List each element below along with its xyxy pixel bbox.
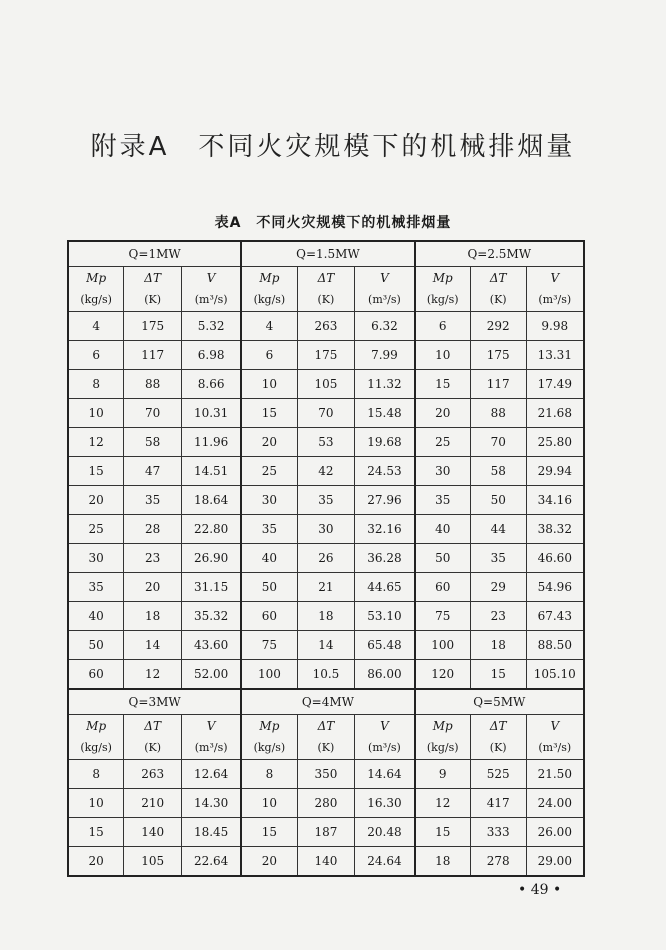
column-symbol: ΔT xyxy=(470,715,526,738)
table-cell: 8 xyxy=(241,760,297,789)
column-unit-row xyxy=(68,289,584,312)
heat-release-rate-label: Q=3MW xyxy=(68,689,241,715)
table-cell: 44.65 xyxy=(355,573,415,602)
table-cell: 6 xyxy=(415,312,471,341)
column-symbol: V xyxy=(526,715,584,738)
table-cell: 70 xyxy=(297,399,355,428)
column-symbol: ΔT xyxy=(124,267,182,290)
table-row xyxy=(68,457,584,486)
table-row xyxy=(68,573,584,602)
table-cell: 17.49 xyxy=(526,370,584,399)
table-cell: 8.66 xyxy=(181,370,241,399)
table-caption: 表A 不同火灾规模下的机械排烟量 xyxy=(214,215,452,231)
table-cell: 38.32 xyxy=(526,515,584,544)
column-unit: (K) xyxy=(297,289,355,312)
table-cell: 15 xyxy=(470,660,526,690)
heat-release-rate-label: Q=2.5MW xyxy=(415,241,584,267)
column-symbol: ΔT xyxy=(297,267,355,290)
table-cell: 15 xyxy=(68,457,124,486)
table-row xyxy=(68,660,584,690)
table-cell: 35 xyxy=(68,573,124,602)
table-cell: 14 xyxy=(124,631,182,660)
column-symbol: V xyxy=(526,267,584,290)
table-cell: 10 xyxy=(68,399,124,428)
table-cell: 20.48 xyxy=(355,818,415,847)
table-cell: 6.32 xyxy=(355,312,415,341)
table-cell: 105.10 xyxy=(526,660,584,690)
table-cell: 35 xyxy=(124,486,182,515)
table-cell: 525 xyxy=(470,760,526,789)
table-cell: 100 xyxy=(415,631,471,660)
heat-release-rate-label: Q=5MW xyxy=(415,689,584,715)
table-row xyxy=(68,399,584,428)
column-symbol: Mp xyxy=(415,715,471,738)
table-cell: 18 xyxy=(470,631,526,660)
table-cell: 60 xyxy=(241,602,297,631)
table-cell: 40 xyxy=(415,515,471,544)
column-symbol: Mp xyxy=(415,267,471,290)
table-cell: 53.10 xyxy=(355,602,415,631)
table-cell: 25 xyxy=(241,457,297,486)
column-symbol: Mp xyxy=(68,715,124,738)
table-cell: 6.98 xyxy=(181,341,241,370)
table-cell: 22.80 xyxy=(181,515,241,544)
table-cell: 4 xyxy=(241,312,297,341)
column-symbol: ΔT xyxy=(124,715,182,738)
table-cell: 117 xyxy=(124,341,182,370)
table-cell: 10 xyxy=(241,370,297,399)
table-cell: 70 xyxy=(124,399,182,428)
table-cell: 333 xyxy=(470,818,526,847)
page-number: • 49 • xyxy=(518,882,562,898)
table-cell: 350 xyxy=(297,760,355,789)
heat-release-rate-label: Q=4MW xyxy=(241,689,414,715)
table-cell: 46.60 xyxy=(526,544,584,573)
table-cell: 8 xyxy=(68,760,124,789)
table-cell: 26 xyxy=(297,544,355,573)
table-cell: 36.28 xyxy=(355,544,415,573)
column-unit: (m³/s) xyxy=(355,289,415,312)
table-cell: 67.43 xyxy=(526,602,584,631)
table-cell: 4 xyxy=(68,312,124,341)
table-cell: 14.51 xyxy=(181,457,241,486)
table-cell: 7.99 xyxy=(355,341,415,370)
column-header-row xyxy=(68,267,584,290)
table-cell: 14.64 xyxy=(355,760,415,789)
table-cell: 24.00 xyxy=(526,789,584,818)
table-cell: 175 xyxy=(470,341,526,370)
table-row xyxy=(68,760,584,789)
table-cell: 65.48 xyxy=(355,631,415,660)
column-header-row xyxy=(68,715,584,738)
table-cell: 27.96 xyxy=(355,486,415,515)
table-cell: 280 xyxy=(297,789,355,818)
table-cell: 23 xyxy=(124,544,182,573)
table-cell: 11.96 xyxy=(181,428,241,457)
table-cell: 12 xyxy=(415,789,471,818)
table-row xyxy=(68,341,584,370)
table-cell: 15 xyxy=(415,818,471,847)
column-symbol: Mp xyxy=(241,267,297,290)
heat-release-rate-label: Q=1.5MW xyxy=(241,241,414,267)
table-row xyxy=(68,428,584,457)
table-cell: 417 xyxy=(470,789,526,818)
table-cell: 5.32 xyxy=(181,312,241,341)
column-unit: (kg/s) xyxy=(68,737,124,760)
column-symbol: V xyxy=(355,267,415,290)
table-cell: 263 xyxy=(124,760,182,789)
table-cell: 26.00 xyxy=(526,818,584,847)
column-unit: (K) xyxy=(124,289,182,312)
table-cell: 20 xyxy=(241,847,297,877)
table-cell: 105 xyxy=(297,370,355,399)
table-cell: 88 xyxy=(124,370,182,399)
table-cell: 25 xyxy=(415,428,471,457)
table-cell: 12 xyxy=(124,660,182,690)
table-cell: 50 xyxy=(470,486,526,515)
column-unit: (m³/s) xyxy=(526,737,584,760)
column-unit: (kg/s) xyxy=(415,737,471,760)
table-cell: 86.00 xyxy=(355,660,415,690)
column-unit: (kg/s) xyxy=(241,737,297,760)
column-unit: (K) xyxy=(470,737,526,760)
table-cell: 100 xyxy=(241,660,297,690)
table-cell: 15 xyxy=(415,370,471,399)
table-row xyxy=(68,486,584,515)
table-cell: 21.68 xyxy=(526,399,584,428)
table-cell: 10 xyxy=(68,789,124,818)
table-cell: 34.16 xyxy=(526,486,584,515)
table-cell: 31.15 xyxy=(181,573,241,602)
table-cell: 43.60 xyxy=(181,631,241,660)
table-cell: 120 xyxy=(415,660,471,690)
table-row xyxy=(68,312,584,341)
column-unit: (m³/s) xyxy=(526,289,584,312)
table-row xyxy=(68,847,584,877)
column-symbol: ΔT xyxy=(297,715,355,738)
table-cell: 175 xyxy=(124,312,182,341)
table-cell: 15.48 xyxy=(355,399,415,428)
column-symbol: Mp xyxy=(241,715,297,738)
table-cell: 19.68 xyxy=(355,428,415,457)
table-cell: 50 xyxy=(241,573,297,602)
table-row xyxy=(68,789,584,818)
table-cell: 18 xyxy=(124,602,182,631)
table-cell: 88.50 xyxy=(526,631,584,660)
table-row xyxy=(68,602,584,631)
table-row xyxy=(68,631,584,660)
table-cell: 18 xyxy=(415,847,471,877)
table-cell: 18.45 xyxy=(181,818,241,847)
table-cell: 47 xyxy=(124,457,182,486)
table-cell: 52.00 xyxy=(181,660,241,690)
table-cell: 53 xyxy=(297,428,355,457)
table-cell: 44 xyxy=(470,515,526,544)
table-cell: 75 xyxy=(241,631,297,660)
table-cell: 8 xyxy=(68,370,124,399)
column-unit: (m³/s) xyxy=(181,737,241,760)
table-cell: 42 xyxy=(297,457,355,486)
column-unit: (K) xyxy=(470,289,526,312)
table-cell: 12.64 xyxy=(181,760,241,789)
table-cell: 35 xyxy=(241,515,297,544)
table-cell: 210 xyxy=(124,789,182,818)
table-cell: 30 xyxy=(297,515,355,544)
table-cell: 10 xyxy=(415,341,471,370)
table-cell: 10 xyxy=(241,789,297,818)
column-unit: (K) xyxy=(297,737,355,760)
appendix-title: 附录A 不同火灾规模下的机械排烟量 xyxy=(90,132,576,162)
table-cell: 15 xyxy=(68,818,124,847)
table-cell: 70 xyxy=(470,428,526,457)
table-cell: 40 xyxy=(68,602,124,631)
column-unit: (m³/s) xyxy=(355,737,415,760)
table-cell: 18 xyxy=(297,602,355,631)
flow-group-header-row xyxy=(68,689,584,715)
table-cell: 60 xyxy=(415,573,471,602)
table-cell: 117 xyxy=(470,370,526,399)
table-cell: 40 xyxy=(241,544,297,573)
column-unit-row xyxy=(68,737,584,760)
table-cell: 140 xyxy=(124,818,182,847)
table-cell: 263 xyxy=(297,312,355,341)
table-cell: 50 xyxy=(68,631,124,660)
column-symbol: V xyxy=(181,715,241,738)
table-cell: 105 xyxy=(124,847,182,877)
column-symbol: ΔT xyxy=(470,267,526,290)
column-unit: (kg/s) xyxy=(68,289,124,312)
table-cell: 23 xyxy=(470,602,526,631)
table-cell: 20 xyxy=(68,486,124,515)
table-cell: 54.96 xyxy=(526,573,584,602)
column-symbol: Mp xyxy=(68,267,124,290)
table-cell: 20 xyxy=(68,847,124,877)
table-row xyxy=(68,544,584,573)
table-cell: 58 xyxy=(124,428,182,457)
table-cell: 10.5 xyxy=(297,660,355,690)
table-cell: 50 xyxy=(415,544,471,573)
table-cell: 20 xyxy=(241,428,297,457)
table-cell: 30 xyxy=(241,486,297,515)
table-cell: 88 xyxy=(470,399,526,428)
table-cell: 6 xyxy=(68,341,124,370)
table-cell: 14.30 xyxy=(181,789,241,818)
table-cell: 32.16 xyxy=(355,515,415,544)
table-cell: 35 xyxy=(470,544,526,573)
table-cell: 6 xyxy=(241,341,297,370)
table-cell: 60 xyxy=(68,660,124,690)
table-cell: 9.98 xyxy=(526,312,584,341)
table-cell: 24.53 xyxy=(355,457,415,486)
heat-release-rate-label: Q=1MW xyxy=(68,241,241,267)
table-cell: 9 xyxy=(415,760,471,789)
table-cell: 292 xyxy=(470,312,526,341)
table-cell: 26.90 xyxy=(181,544,241,573)
flow-group-header-row xyxy=(68,241,584,267)
table-cell: 35 xyxy=(297,486,355,515)
table-cell: 35 xyxy=(415,486,471,515)
table-cell: 278 xyxy=(470,847,526,877)
table-cell: 140 xyxy=(297,847,355,877)
table-cell: 12 xyxy=(68,428,124,457)
table-cell: 175 xyxy=(297,341,355,370)
table-cell: 29.94 xyxy=(526,457,584,486)
table-cell: 15 xyxy=(241,818,297,847)
smoke-exhaust-table xyxy=(67,240,585,877)
column-unit: (kg/s) xyxy=(241,289,297,312)
table-cell: 30 xyxy=(68,544,124,573)
table-cell: 18.64 xyxy=(181,486,241,515)
table-cell: 29 xyxy=(470,573,526,602)
table-cell: 30 xyxy=(415,457,471,486)
table-row xyxy=(68,515,584,544)
table-cell: 10.31 xyxy=(181,399,241,428)
table-cell: 22.64 xyxy=(181,847,241,877)
table-cell: 58 xyxy=(470,457,526,486)
table-cell: 28 xyxy=(124,515,182,544)
column-unit: (K) xyxy=(124,737,182,760)
table-cell: 16.30 xyxy=(355,789,415,818)
table-row xyxy=(68,370,584,399)
table-cell: 25.80 xyxy=(526,428,584,457)
table-cell: 25 xyxy=(68,515,124,544)
table-cell: 187 xyxy=(297,818,355,847)
column-symbol: V xyxy=(355,715,415,738)
table-cell: 11.32 xyxy=(355,370,415,399)
table-cell: 21.50 xyxy=(526,760,584,789)
table-cell: 14 xyxy=(297,631,355,660)
table-cell: 29.00 xyxy=(526,847,584,877)
table-cell: 20 xyxy=(124,573,182,602)
table-cell: 13.31 xyxy=(526,341,584,370)
table-cell: 75 xyxy=(415,602,471,631)
table-cell: 15 xyxy=(241,399,297,428)
table-cell: 20 xyxy=(415,399,471,428)
column-symbol: V xyxy=(181,267,241,290)
table-cell: 21 xyxy=(297,573,355,602)
table-cell: 24.64 xyxy=(355,847,415,877)
table-row xyxy=(68,818,584,847)
column-unit: (m³/s) xyxy=(181,289,241,312)
table-cell: 35.32 xyxy=(181,602,241,631)
column-unit: (kg/s) xyxy=(415,289,471,312)
